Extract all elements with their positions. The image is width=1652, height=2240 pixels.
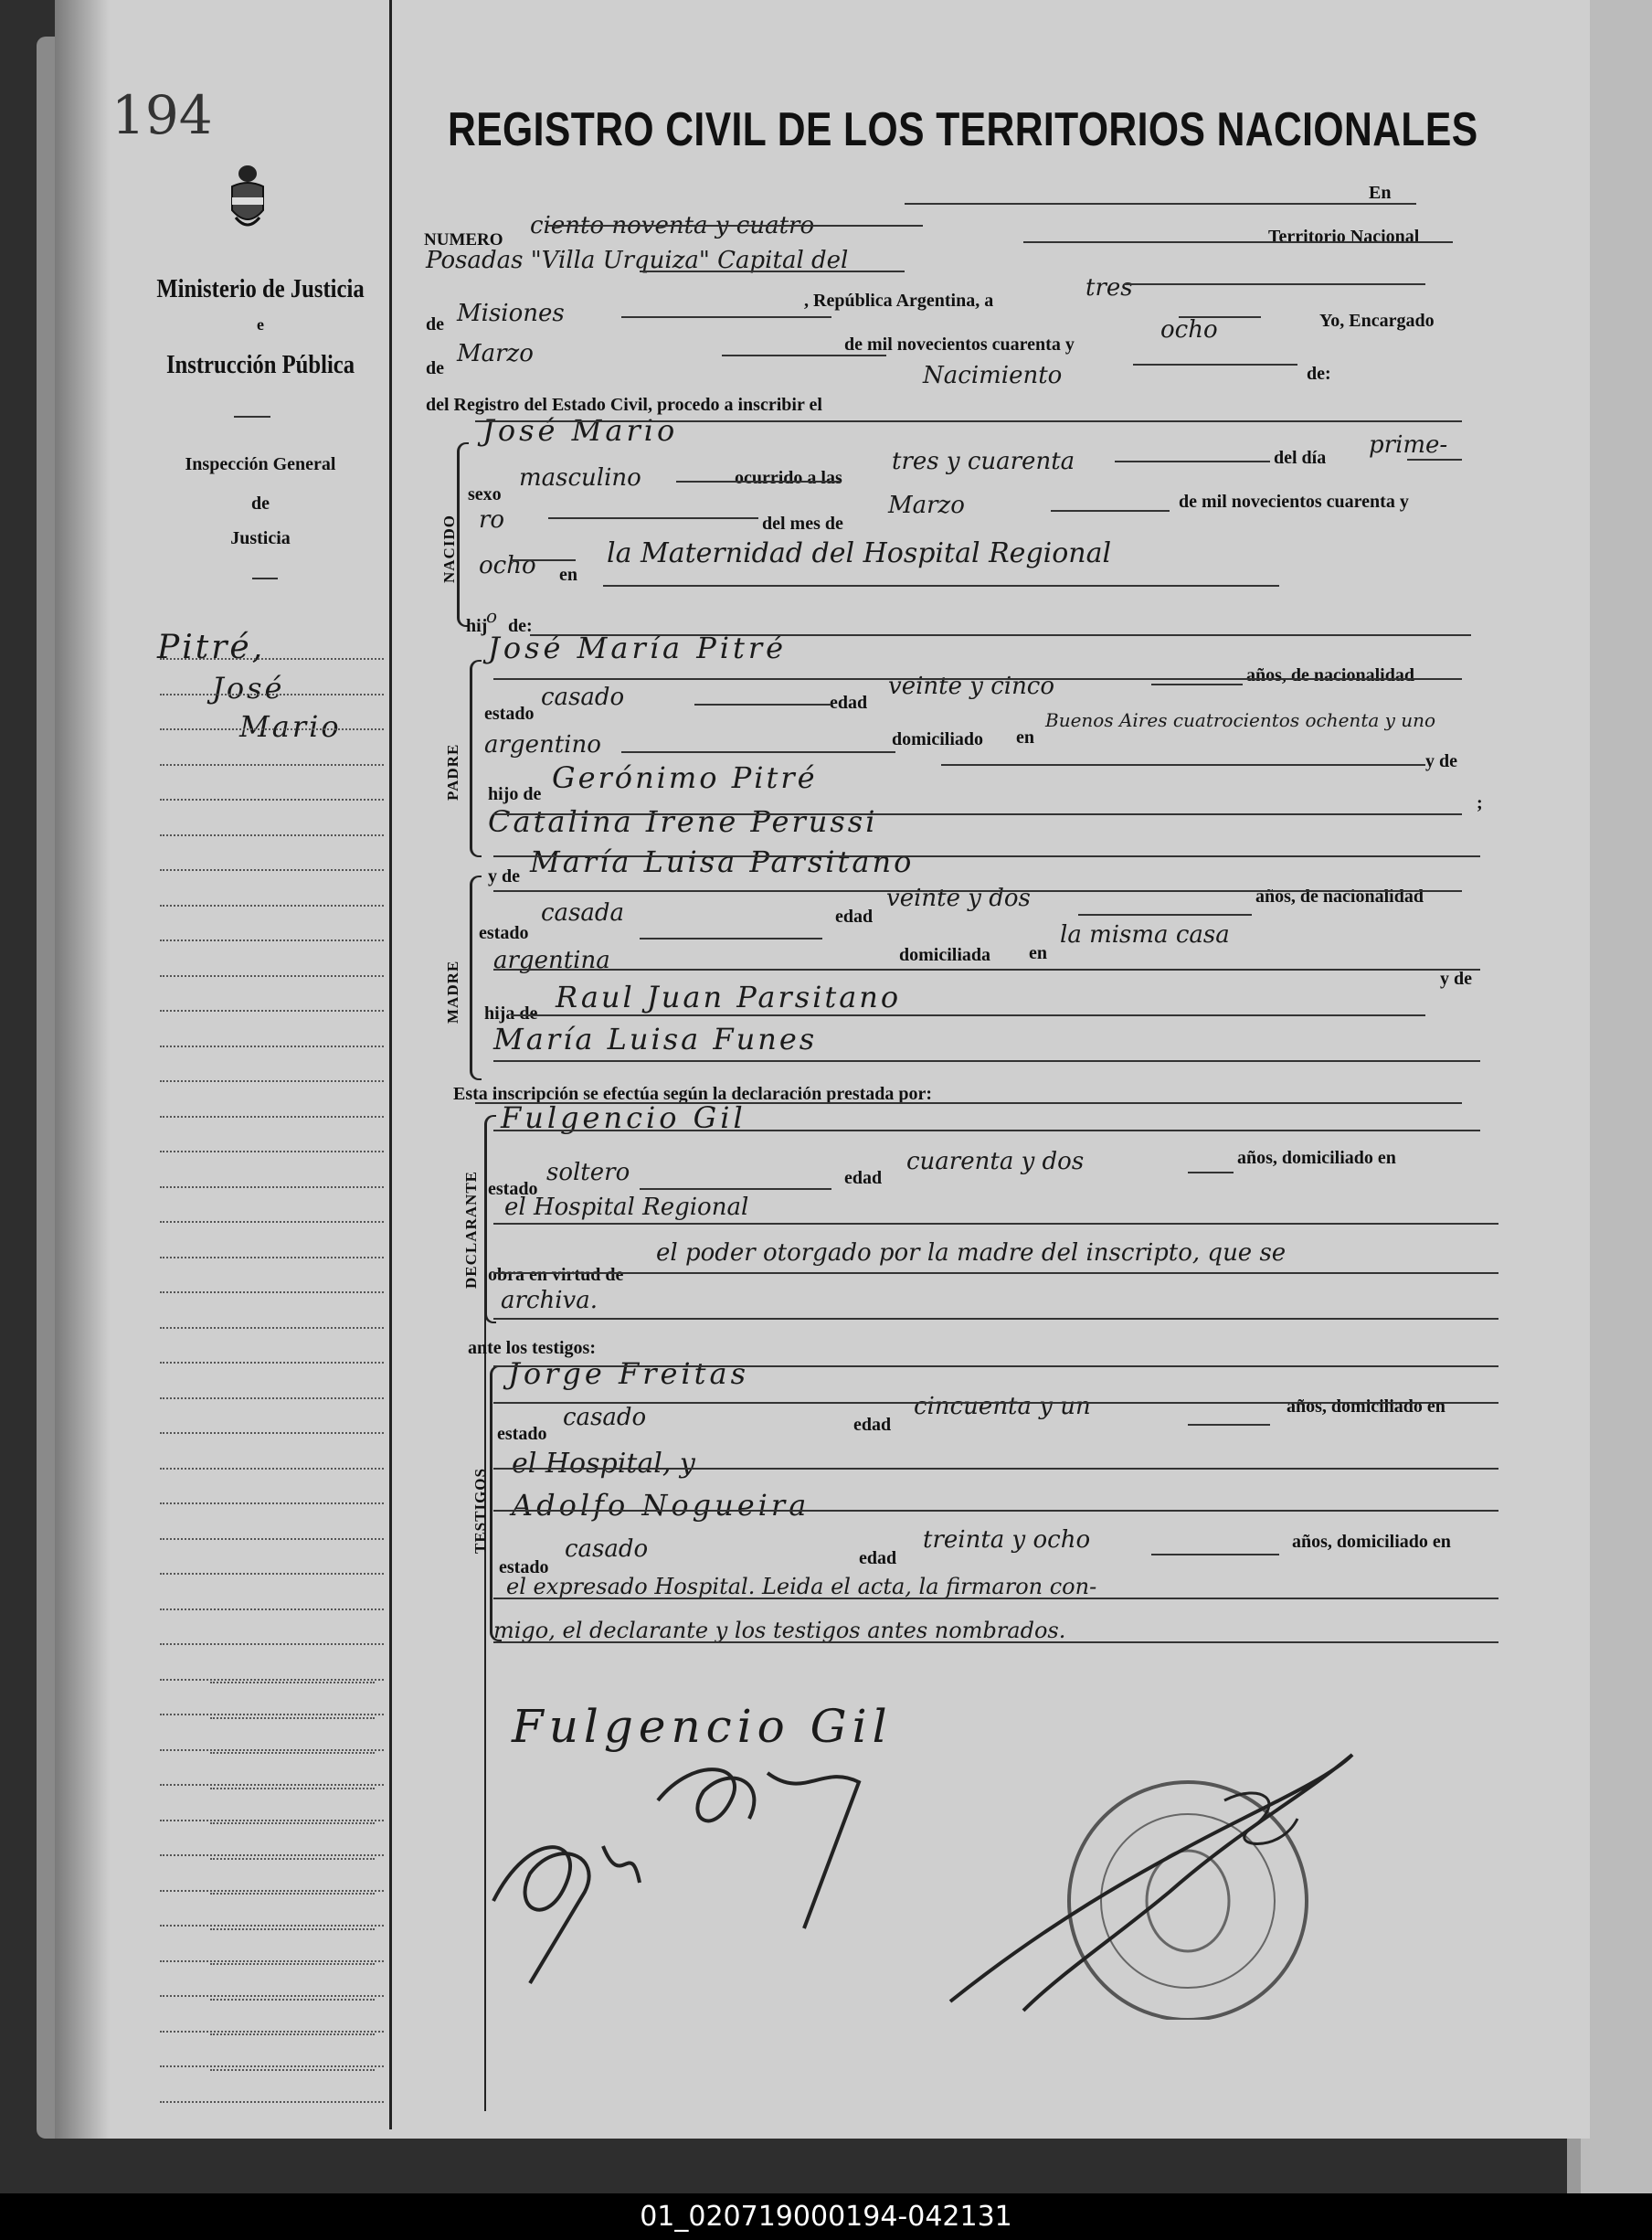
hw-testigo2-domicilio: el expresado Hospital. Leida el acta, la firmaron con- (506, 1574, 1097, 1599)
hw-cierre: migo, el declarante y los testigos antes nombrados. (493, 1618, 1066, 1643)
form-rule-line (512, 1014, 1425, 1016)
hw-testigo2-edad: treinta y ocho (923, 1526, 1091, 1554)
form-rule-line (640, 938, 822, 940)
lower-rule-line (210, 1788, 375, 1789)
margin-rule-line (160, 1854, 384, 1856)
hw-madre-estado: casada (541, 899, 625, 927)
margin-rule-line (160, 1468, 384, 1470)
form-rule-line (694, 704, 831, 706)
label-padre: PADRE (444, 743, 461, 801)
form-rule-line (493, 855, 1480, 857)
label-hijo-de: hijo de (488, 784, 542, 804)
form-rule-line (493, 1402, 1498, 1404)
margin-rule-line (160, 1327, 384, 1329)
label-de-colon-2: de: (508, 616, 533, 636)
margin-rule-line (160, 1995, 384, 1997)
label-territorio: Territorio Nacional (1268, 227, 1420, 247)
margin-rule-line (160, 728, 384, 730)
label-estado-d: estado (488, 1179, 538, 1199)
label-edad-t2: edad (859, 1548, 897, 1568)
image-code-footer: 01_020719000194-042131 (0, 2193, 1652, 2240)
hw-madre-nombre: María Luisa Parsitano (530, 844, 915, 879)
lower-rule-line (210, 1822, 375, 1824)
margin-rule-line (160, 1820, 384, 1821)
hw-numero: ciento noventa y cuatro (530, 212, 815, 239)
ministry-line2: Instrucción Pública (165, 350, 355, 379)
form-rule-line (621, 751, 895, 753)
form-rule-line (905, 203, 1416, 205)
label-en-m: en (1029, 943, 1047, 963)
hw-dia-nac-2: ro (479, 506, 505, 534)
margin-rule-line (160, 1151, 384, 1152)
margin-rule-line (160, 1643, 384, 1645)
hw-abuelo-materno: Raul Juan Parsitano (556, 980, 902, 1014)
hw-testigo1-nombre: Jorge Freitas (508, 1356, 750, 1391)
form-rule-line (1051, 510, 1170, 512)
form-rule-line (1151, 1554, 1279, 1555)
label-de-1: de (426, 314, 444, 334)
inspection-de: de (251, 494, 270, 514)
margin-rule-line (160, 1397, 384, 1399)
label-edad-p: edad (830, 693, 868, 713)
hw-testigo1-domicilio: el Hospital, y (512, 1448, 695, 1480)
form-rule-line (493, 1365, 1498, 1367)
margin-name-line3: Mario (239, 709, 342, 744)
margin-rule-line (160, 694, 384, 695)
form-rule-line (493, 1468, 1498, 1470)
hw-lugar-nac: la Maternidad del Hospital Regional (607, 537, 1112, 569)
margin-rule-line (160, 1080, 384, 1082)
label-en-p: en (1016, 727, 1034, 748)
margin-rule-line (160, 1257, 384, 1258)
form-rule-line (493, 1272, 1498, 1274)
form-rule-line (1179, 316, 1261, 318)
label-de-colon: de: (1307, 364, 1331, 384)
signatures-and-seal (475, 1746, 1389, 2020)
label-hija-de: hija de (484, 1003, 538, 1024)
form-rule-line (493, 813, 1462, 815)
form-rule-line (640, 271, 905, 272)
label-de-2: de (426, 358, 444, 378)
form-rule-line (493, 969, 1480, 971)
hw-mes: Marzo (457, 340, 534, 367)
form-rule-line (722, 355, 886, 356)
lower-rule-line (210, 1963, 375, 1965)
form-rule-line (1115, 461, 1270, 462)
label-edad-m: edad (835, 907, 874, 927)
ministry-line1: Ministerio de Justicia (156, 274, 365, 303)
form-rule-line (493, 1598, 1498, 1599)
label-anios-dom-d: años, domiciliado en (1237, 1148, 1396, 1168)
hw-declarante-nombre: Fulgencio Gil (501, 1100, 747, 1135)
label-sexo: sexo (468, 484, 502, 504)
form-rule-line (1188, 1172, 1234, 1173)
label-declarante: DECLARANTE (462, 1170, 480, 1289)
label-ante-testigos: ante los testigos: (468, 1338, 596, 1358)
margin-rule-line (160, 1046, 384, 1047)
left-divider (234, 416, 270, 418)
madre-brace (470, 876, 482, 1080)
margin-rule-line (160, 1960, 384, 1962)
form-rule-line (621, 316, 831, 318)
hw-anio: ocho (1160, 316, 1218, 344)
label-estado-p: estado (484, 704, 535, 724)
margin-name-line2: José (212, 671, 285, 706)
label-obra: obra en virtud de (488, 1265, 624, 1285)
form-rule-line (493, 1223, 1498, 1225)
form-rule-line (493, 1318, 1498, 1320)
margin-rule-line (160, 1362, 384, 1364)
label-del-dia: del día (1274, 448, 1327, 468)
hw-acto: Nacimiento (923, 362, 1063, 389)
margin-rule-line (160, 1679, 384, 1681)
margin-rule-line (160, 1749, 384, 1751)
margin-rule-line (160, 1925, 384, 1927)
margin-rule-line (160, 2101, 384, 2103)
margin-rule-line (160, 764, 384, 766)
label-semicolon: ; (1477, 793, 1483, 813)
label-del-registro: del Registro del Estado Civil, procedo a inscribir el (426, 395, 822, 415)
form-rule-line (1078, 914, 1252, 916)
label-del-mes: del mes de (762, 514, 843, 534)
form-rule-line (603, 585, 1279, 587)
hw-abuela-paterna: Catalina Irene Perussi (488, 804, 878, 839)
coat-of-arms-icon (227, 163, 269, 234)
padre-brace (470, 660, 482, 857)
margin-rule-line (160, 834, 384, 836)
hw-declarante-estado: soltero (546, 1159, 630, 1186)
form-rule-line (493, 1060, 1480, 1062)
hw-declarante-poder-2: archiva. (501, 1287, 598, 1314)
lower-rule-line (210, 1928, 375, 1930)
signature-declarante: Fulgencio Gil (512, 1700, 893, 1753)
margin-rule-line (160, 869, 384, 871)
margin-rule-line (160, 658, 384, 660)
hw-testigo2-estado: casado (565, 1535, 649, 1563)
hw-testigo1-estado: casado (563, 1404, 647, 1431)
label-hij: hij (466, 616, 488, 636)
hw-testigo1-edad: cincuenta y un (914, 1393, 1091, 1420)
inspection-line2: Justicia (230, 528, 291, 548)
form-rule-line (1133, 364, 1297, 366)
hw-padre-nombre: José María Pitré (488, 631, 788, 665)
margin-rule-line (160, 1573, 384, 1575)
label-anios-nac-p: años, de nacionalidad (1246, 665, 1414, 685)
margin-rule-line (160, 799, 384, 801)
margin-rule-line (160, 1608, 384, 1610)
label-en: En (1369, 183, 1392, 203)
label-estado-t1: estado (497, 1424, 547, 1444)
form-rule-line (1023, 241, 1453, 243)
form-rule-line (548, 517, 758, 519)
hw-anio-nac: ocho (479, 552, 536, 579)
hw-testigo2-nombre: Adolfo Nogueira (512, 1488, 810, 1523)
lower-rule-line (210, 1999, 375, 2001)
form-rule-line (676, 481, 841, 483)
label-nacido: NACIDO (440, 515, 458, 583)
label-estado-t2: estado (499, 1557, 549, 1577)
label-en-1: en (559, 565, 577, 585)
margin-rule-line (160, 1116, 384, 1118)
margin-rule-line (160, 905, 384, 907)
label-testigos: TESTIGOS (471, 1468, 489, 1554)
label-anios-dom-t2: años, domiciliado en (1292, 1532, 1451, 1552)
hw-declarante-edad: cuarenta y dos (906, 1148, 1085, 1175)
form-rule-line (1124, 283, 1425, 285)
hw-padre-estado: casado (541, 684, 625, 711)
margin-rule-line (160, 1186, 384, 1188)
page-number: 194 (111, 84, 213, 146)
margin-rule-line (160, 2065, 384, 2067)
hw-madre-domicilio: la misma casa (1060, 921, 1230, 949)
hw-declarante-poder: el poder otorgado por la madre del inscripto, que se (656, 1239, 1287, 1267)
hw-declarante-domicilio: el Hospital Regional (504, 1194, 749, 1221)
label-anios-dom-t1: años, domiciliado en (1287, 1396, 1446, 1417)
margin-rule-line (160, 1890, 384, 1892)
label-ocurrido: ocurrido a las (735, 468, 842, 488)
testigos-brace (490, 1365, 502, 1641)
margin-rule-line (160, 1221, 384, 1223)
label-inscripcion: Esta inscripción se efectúa según la declaración prestada por: (453, 1084, 933, 1104)
declarante-brace (484, 1115, 496, 1323)
hw-mes-nac: Marzo (888, 492, 965, 519)
label-anios-nac-m: años, de nacionalidad (1255, 886, 1424, 907)
margin-rule-line (160, 1432, 384, 1434)
label-edad-d: edad (844, 1168, 883, 1188)
label-domiciliada: domiciliada (899, 945, 991, 965)
lower-rule-line (210, 2033, 375, 2035)
form-rule-line (1407, 459, 1462, 461)
label-madre: MADRE (444, 960, 461, 1024)
margin-rule-line (160, 1538, 384, 1540)
hw-madre-nacionalidad: argentina (493, 947, 610, 974)
hw-padre-nacionalidad: argentino (484, 731, 601, 759)
margin-rule-line (160, 1784, 384, 1786)
lower-rule-line (210, 1893, 375, 1895)
label-estado-m: estado (479, 923, 529, 943)
margin-rule-line (160, 1010, 384, 1012)
form-rule-line (493, 1130, 1480, 1131)
hw-hora: tres y cuarenta (892, 448, 1075, 475)
hw-abuela-materna: María Luisa Funes (493, 1022, 818, 1056)
label-domiciliado-p: domiciliado (892, 729, 984, 749)
form-rule-line (530, 634, 1471, 636)
form-rule-line (941, 764, 1425, 766)
form-rule-line (493, 1510, 1498, 1512)
form-rule-line (1151, 684, 1243, 685)
hw-dia-nac-1: prime- (1369, 431, 1448, 459)
margin-rule-line (160, 940, 384, 941)
lower-rule-line (210, 2069, 375, 2071)
label-republica: , República Argentina, a (804, 291, 994, 311)
form-rule-line (493, 678, 1462, 680)
right-page-stack (1581, 0, 1652, 2193)
lower-rule-line (210, 1858, 375, 1860)
form-rule-line (475, 1102, 1462, 1104)
label-numero: NUMERO (424, 230, 503, 249)
hw-lugar: Posadas "Villa Urquiza" Capital del (426, 247, 849, 274)
label-y-de-2: y de (488, 866, 520, 886)
form-rule-line (1188, 1424, 1270, 1426)
form-rule-line (493, 1641, 1498, 1643)
margin-rule-line (160, 1502, 384, 1504)
hw-nombre: José Mario (482, 413, 679, 448)
form-rule-line (640, 1188, 831, 1190)
hw-hij-suffix: o (486, 605, 498, 627)
hw-madre-edad: veinte y dos (886, 885, 1031, 912)
label-yo-encargado: Yo, Encargado (1319, 311, 1435, 331)
margin-rule-line (160, 1714, 384, 1715)
hw-dia: tres (1085, 274, 1133, 302)
lower-rule-line (210, 1752, 375, 1754)
label-de-mil-2: de mil novecientos cuarenta y (1179, 492, 1409, 512)
label-y-de-3: y de (1440, 969, 1472, 989)
hw-padre-domicilio: Buenos Aires cuatrocientos ochenta y uno (1045, 709, 1436, 731)
ministry-e: e (257, 315, 264, 334)
lower-rule-line (210, 1682, 375, 1683)
label-de-mil-1: de mil novecientos cuarenta y (844, 334, 1075, 355)
hw-abuelo-paterno: Gerónimo Pitré (552, 760, 818, 795)
hw-sexo: masculino (519, 464, 641, 492)
margin-rule-line (160, 1291, 384, 1293)
form-rule-line (548, 225, 923, 227)
hw-territorio: Misiones (457, 300, 565, 327)
form-rule-line (475, 420, 1462, 422)
margin-name-line1: Pitré, (157, 629, 266, 666)
margin-rule-line (160, 975, 384, 977)
label-edad-t1: edad (853, 1415, 892, 1435)
margin-rule-line (160, 2031, 384, 2033)
inspection-line1: Inspección General (185, 454, 336, 474)
left-divider-2 (252, 578, 278, 579)
page-shadow (55, 0, 110, 2139)
form-rule-line (512, 559, 576, 561)
form-rule-line (493, 890, 1462, 892)
page-title: REGISTRO CIVIL DE LOS TERRITORIOS NACIONALES (448, 103, 1478, 156)
hw-padre-edad: veinte y cinco (888, 673, 1055, 700)
label-y-de-1: y de (1425, 751, 1457, 771)
lower-rule-line (210, 1717, 375, 1719)
